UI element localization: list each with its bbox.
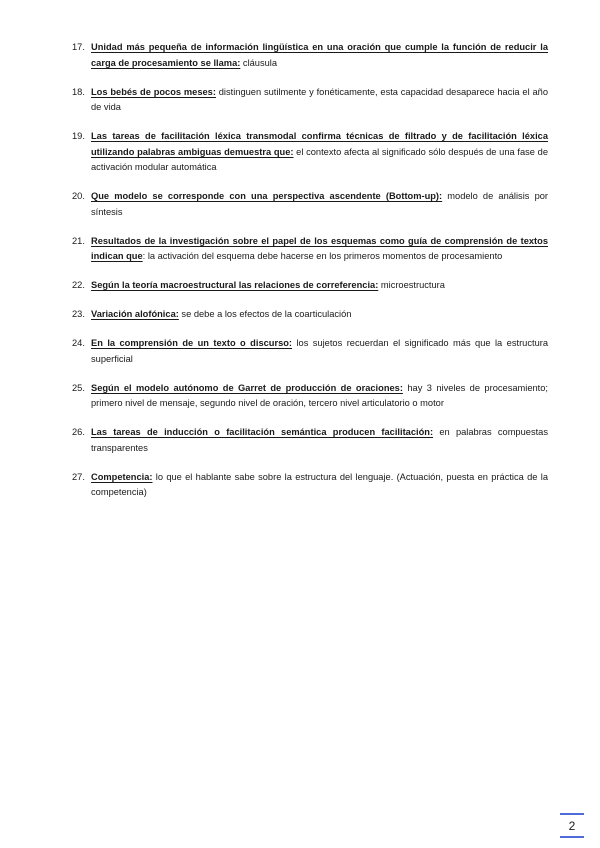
list-item — [72, 470, 548, 501]
item-number: 18. — [72, 86, 85, 97]
item-answer: modelo de análisis por síntesis — [91, 191, 549, 217]
item-answer: microestructura — [378, 280, 445, 290]
item-question: Que modelo se corresponde con una perspectiva ascendente (Bottom-up): — [91, 191, 443, 201]
item-question: Las tareas de facilitación léxica transmodal confirma técnicas de filtrado y de facilitación léxica utilizando palabras ambiguas demuestra que: — [91, 131, 548, 157]
list-item — [72, 381, 548, 412]
item-number: 24. — [72, 338, 85, 348]
list-item — [72, 425, 548, 456]
list-item — [72, 189, 548, 220]
item-number: 20. — [72, 191, 85, 201]
item-answer: : la activación del esquema debe hacerse en los primeros momentos de procesamiento — [142, 251, 503, 261]
item-number: 23. — [72, 309, 85, 319]
list-item — [72, 307, 548, 323]
question-list — [72, 40, 548, 514]
page-number-rule-top — [560, 813, 584, 815]
item-question: Según el modelo autónomo de Garret de producción de oraciones: — [91, 382, 403, 393]
item-number: 26. — [72, 427, 85, 437]
item-question: Según la teoría macroestructural las relaciones de correferencia: — [91, 280, 379, 290]
item-number: 21. — [72, 235, 85, 246]
item-answer: cláusula — [240, 57, 278, 68]
item-answer: lo que el hablante sabe sobre la estructura del lenguaje. (Actuación, puesta en práctica de la competencia) — [91, 471, 548, 497]
item-number: 22. — [72, 280, 85, 290]
item-number: 19. — [72, 131, 85, 141]
item-answer: se debe a los efectos de la coarticulación — [178, 309, 352, 319]
item-answer: los sujetos recuerdan el significado más que la estructura superficial — [91, 338, 549, 364]
item-question: Competencia: — [91, 471, 153, 482]
item-answer: hay 3 niveles de procesamiento; primero nivel de mensaje, segundo nivel de oración, tercero nivel articulatorio o motor — [91, 382, 548, 408]
item-number: 17. — [72, 42, 85, 52]
item-question: Resultados de la investigación sobre el papel de los esquemas como guía de comprensión de textos indican que — [91, 235, 548, 261]
list-item — [72, 278, 548, 294]
list-item — [72, 129, 548, 176]
page-number: 2 — [568, 819, 576, 833]
item-question: Unidad más pequeña de información lingüística en una oración que cumple la función de reducir la carga de procesamiento se llama: — [91, 42, 548, 68]
list-item — [72, 85, 548, 116]
list-item — [72, 40, 548, 71]
item-number: 27. — [72, 471, 85, 482]
item-answer: el contexto afecta al significado sólo después de una fase de activación modular automática — [91, 146, 548, 172]
item-question: Variación alofónica: — [91, 309, 179, 319]
item-answer: en palabras compuestas transparentes — [91, 427, 548, 453]
item-answer: distinguen sutilmente y fonéticamente, esta capacidad desaparece hacia el año de vida — [91, 86, 548, 112]
item-question: Los bebés de pocos meses: — [91, 86, 216, 97]
list-item — [72, 234, 548, 265]
page-number-rule-bottom — [560, 836, 584, 838]
list-item — [72, 336, 548, 367]
item-question: Las tareas de inducción o facilitación semántica producen facilitación: — [91, 427, 434, 437]
item-number: 25. — [72, 382, 85, 393]
item-question: En la comprensión de un texto o discurso: — [91, 338, 293, 348]
